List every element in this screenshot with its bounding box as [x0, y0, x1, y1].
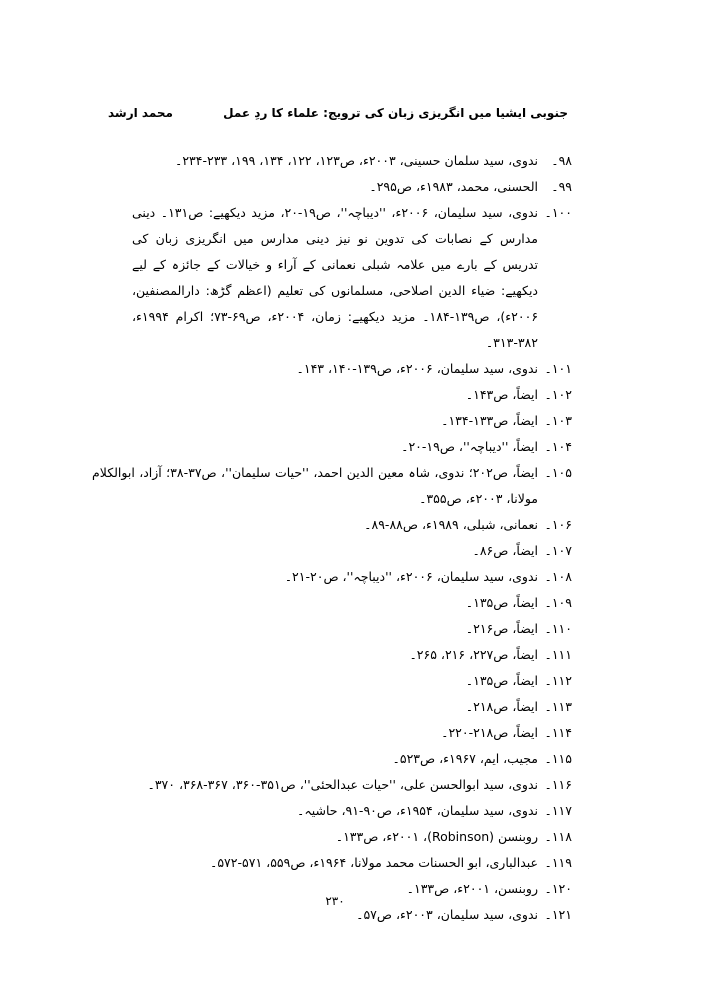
endnote-item — [132, 200, 572, 356]
endnote-text: ندوی، سید سلمان حسینی، ۲۰۰۳ء، ص۱۲۳، ۱۲۲، ۱۳۴، ۱۹۹، ۲۳۳-۲۳۴۔ — [174, 153, 538, 168]
endnote-item — [132, 746, 572, 772]
endnote-number: ۱۱۲۔ — [544, 673, 572, 688]
endnote-item — [132, 564, 572, 590]
endnote-number: ۱۰۳۔ — [544, 413, 572, 428]
endnote-text: ندوی، سید سلیمان، ۱۹۵۴ء، ص۹۰-۹۱، حاشیہ۔ — [297, 803, 538, 818]
endnote-item — [132, 382, 572, 408]
endnote-item — [132, 642, 572, 668]
header-title: جنوبی ایشیا میں انگریزی زبان کی ترویج: علماء کا ردِ عمل — [223, 106, 568, 120]
endnote-item — [132, 798, 572, 824]
endnote-number: ۱۰۸۔ — [544, 569, 572, 584]
endnote-text: ایضاً، ص۱۳۳-۱۳۴۔ — [441, 413, 538, 428]
endnote-number: ۱۱۱۔ — [544, 647, 572, 662]
endnote-number: ۱۰۴۔ — [544, 439, 572, 454]
endnote-number: ۱۰۵۔ — [544, 465, 572, 480]
endnote-number: ۱۱۹۔ — [544, 855, 572, 870]
endnote-text: ندوی، سید سلیمان، ۲۰۰۶ء، ''دیباچہ''، ص۱۹-۲۰، مزید دیکھیے: ص۱۳۱۔ دینی مدارس کے نصابات کی تدوین نو نیز دینی مدارس میں انگریزی زبان کی تدریس کے بارے میں علامہ شبلی نعمانی کے آراء و خیالات کے جائزہ کے لیے دیکھیے: ضیاء الدین اصلاحی، مسلمانوں کی تعلیم (اعظم گڑھ: دارالمصنفین، ۲۰۰۶ء)، ص۱۳۹-۱۸۴۔ مزید دیکھیے: زمان، ۲۰۰۴ء، ص۶۹-۷۳؛ اکرام ۱۹۹۴ء، ۳۸۲-۳۱۳۔ — [132, 205, 539, 350]
running-header — [108, 106, 568, 126]
endnote-item — [132, 694, 572, 720]
endnote-number: ۱۰۲۔ — [544, 387, 572, 402]
endnote-text: نعمانی، شبلی، ۱۹۸۹ء، ص۸۸-۸۹۔ — [364, 517, 538, 532]
endnote-item — [132, 720, 572, 746]
endnote-text: ایضاً، ص۲۱۸-۲۲۰۔ — [441, 725, 538, 740]
endnote-item — [132, 538, 572, 564]
endnote-item — [132, 408, 572, 434]
endnote-text: ایضاً، ص۸۶۔ — [472, 543, 538, 558]
endnote-number: ۱۲۱۔ — [544, 907, 572, 922]
endnote-number: ۱۱۷۔ — [544, 803, 572, 818]
endnote-text: ندوی، سید سلیمان، ۲۰۰۳ء، ص۵۷۔ — [356, 907, 538, 922]
endnote-text: ایضاً، ص۲۲۷، ۲۱۶، ۲۶۵۔ — [409, 647, 538, 662]
endnote-number: ۱۱۴۔ — [544, 725, 572, 740]
endnote-text: روبنسن، ۲۰۰۱ء، ص۱۳۳۔ — [406, 881, 538, 896]
endnote-item — [132, 772, 572, 798]
endnote-text: عبدالباری، ابو الحسنات محمد مولانا، ۱۹۶۴ء، ص۵۵۹، ۵۷۱-۵۷۲۔ — [210, 855, 538, 870]
endnote-text: الحسنی، محمد، ۱۹۸۳ء، ص۲۹۵۔ — [369, 179, 538, 194]
endnote-text: ایضاً، ''دیباچہ''، ص۱۹-۲۰۔ — [401, 439, 538, 454]
endnote-item — [132, 148, 572, 174]
endnote-number: ۱۱۰۔ — [544, 621, 572, 636]
endnotes-list — [92, 148, 572, 928]
endnote-number: ۱۲۰۔ — [544, 881, 572, 896]
endnote-item — [132, 174, 572, 200]
endnote-text: ایضاً، ص۱۳۵۔ — [465, 595, 538, 610]
endnote-item — [132, 434, 572, 460]
endnote-number: ۱۰۰۔ — [544, 205, 572, 220]
endnote-item — [132, 512, 572, 538]
endnote-number: ۱۱۶۔ — [544, 777, 572, 792]
endnote-text: ندوی، سید سلیمان، ۲۰۰۶ء، ص۱۳۹-۱۴۰، ۱۴۳۔ — [296, 361, 538, 376]
endnote-item — [132, 824, 572, 850]
endnote-number: ۱۰۹۔ — [544, 595, 572, 610]
endnote-item — [132, 590, 572, 616]
endnote-text: مجیب، ایم، ۱۹۶۷ء، ص۵۲۳۔ — [392, 751, 538, 766]
endnote-item — [132, 616, 572, 642]
endnote-item — [132, 850, 572, 876]
endnote-number: ۹۸۔ — [551, 153, 572, 168]
endnote-number: ۱۱۵۔ — [544, 751, 572, 766]
endnote-text: ایضاً، ص۲۱۸۔ — [465, 699, 538, 714]
endnote-text: ایضاً، ص۲۰۲؛ ندوی، شاہ معین الدین احمد، ''حیات سلیمان''، ص۳۷-۳۸؛ آزاد، ابوالکلام مولانا، ۲۰۰۳ء، ص۳۵۵۔ — [92, 465, 538, 506]
page-number: ۲۳۰ — [325, 894, 345, 908]
endnote-number: ۱۱۳۔ — [544, 699, 572, 714]
endnote-item — [92, 460, 572, 512]
endnote-number: ۱۰۷۔ — [544, 543, 572, 558]
header-author: محمد ارشد — [108, 106, 173, 120]
endnote-text: ایضاً، ص۲۱۶۔ — [465, 621, 538, 636]
endnote-text: ایضاً، ص۱۳۵۔ — [465, 673, 538, 688]
endnote-text: ایضاً، ص۱۴۳۔ — [465, 387, 538, 402]
endnote-text: ندوی، سید ابوالحسن علی، ''حیات عبدالحئی''، ص۳۵۱-۳۶۰، ۳۶۷-۳۶۸، ۳۷۰۔ — [147, 777, 538, 792]
endnote-text: روبنسن (Robinson)، ۲۰۰۱ء، ص۱۳۳۔ — [335, 829, 538, 844]
endnote-number: ۱۱۸۔ — [544, 829, 572, 844]
endnote-number: ۱۰۶۔ — [544, 517, 572, 532]
endnote-item — [132, 356, 572, 382]
endnote-number: ۹۹۔ — [551, 179, 572, 194]
endnote-item — [132, 668, 572, 694]
endnote-number: ۱۰۱۔ — [544, 361, 572, 376]
endnote-text: ندوی، سید سلیمان، ۲۰۰۶ء، ''دیباچہ''، ص۲۰-۲۱۔ — [284, 569, 538, 584]
